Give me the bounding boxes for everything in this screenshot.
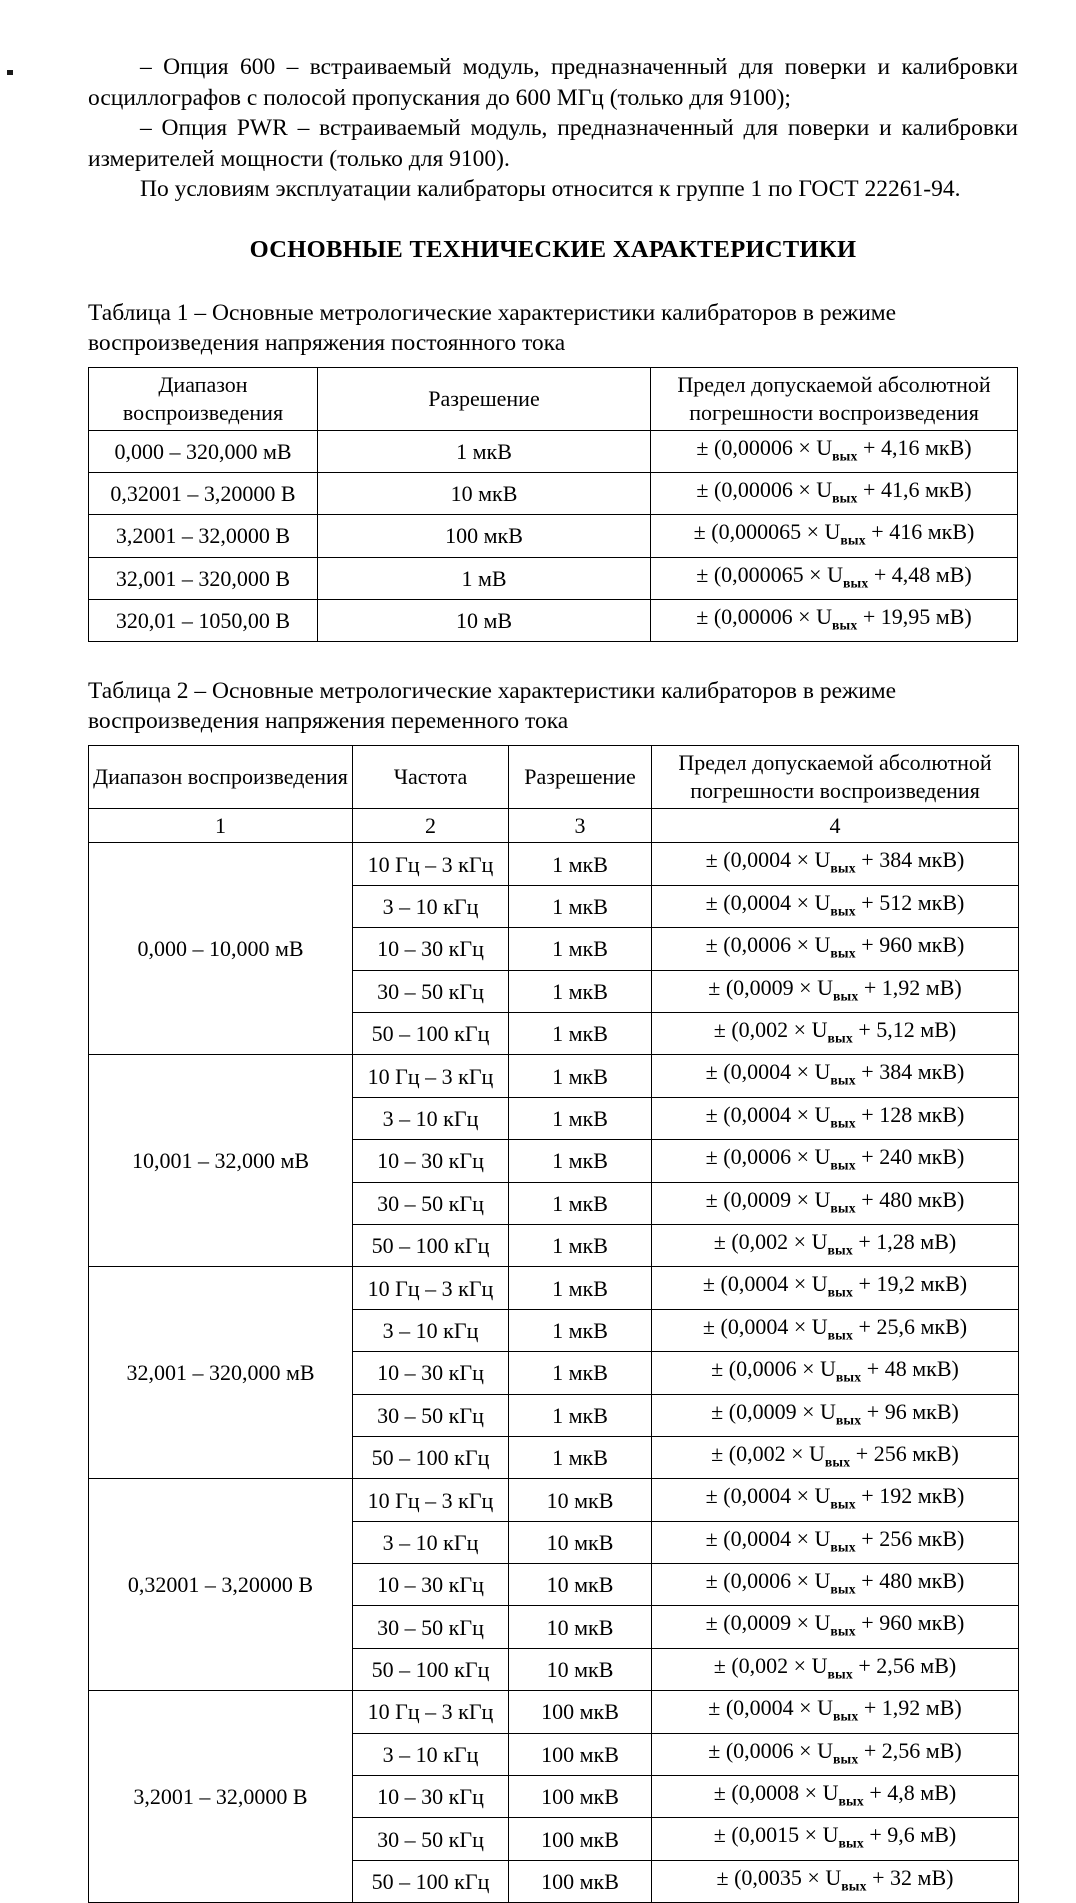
error-suffix: + 41,6 мкВ) [857, 476, 972, 502]
table-ac-voltage [88, 745, 1019, 1903]
table2-cell-error [652, 1776, 1019, 1818]
table2-cell-error [652, 1224, 1019, 1266]
table2-cell-resolution: 10 мкВ [509, 1606, 652, 1648]
table2-cell-frequency: 3 – 10 кГц [353, 1097, 509, 1139]
table2-cell-resolution: 1 мкВ [509, 1394, 652, 1436]
page-content [88, 52, 1018, 1903]
error-subscript: вых [842, 575, 869, 591]
table2-cell-resolution: 1 мкВ [509, 843, 652, 885]
table1-cell-resolution: 1 мВ [318, 557, 651, 599]
table2-cell-error [652, 1055, 1019, 1097]
error-subscript: вых [832, 1708, 859, 1724]
error-subscript: вых [832, 447, 858, 463]
table1-cell-error [651, 600, 1018, 642]
table2-cell-error [652, 1860, 1019, 1902]
table2-cell-frequency: 10 – 30 кГц [353, 1140, 509, 1182]
table2-colnum-2: 2 [353, 809, 509, 843]
table2-cell-frequency: 10 – 30 кГц [353, 928, 509, 970]
table2-cell-frequency: 10 Гц – 3 кГц [353, 1479, 509, 1521]
table1-cell-error [651, 472, 1018, 514]
table2-cell-frequency: 50 – 100 кГц [353, 1224, 509, 1266]
error-subscript: вых [830, 1072, 856, 1088]
paragraph-option-pwr: – Опция PWR – встраиваемый модуль, предназначенный для поверки и калибровки измерителей мощности (только для 9100). [88, 115, 1018, 172]
error-suffix: + 1,28 мВ) [852, 1228, 957, 1254]
error-suffix: + 5,12 мВ) [852, 1017, 957, 1043]
error-prefix: ± (0,002 × U [713, 1228, 828, 1254]
table2-cell-resolution: 1 мкВ [509, 1224, 652, 1266]
spacer-before-table2 [88, 736, 1018, 745]
error-prefix: ± (0,0004 × U [702, 1271, 828, 1297]
table2-cell-frequency: 30 – 50 кГц [353, 1394, 509, 1436]
error-suffix: + 96 мкВ) [861, 1398, 959, 1424]
table2-header-frequency: Частота [353, 746, 509, 809]
table-row [89, 1479, 1019, 1521]
table2-column-number-row [89, 809, 1019, 843]
table2-caption-line2: воспроизведения напряжения переменного тока [88, 708, 569, 735]
table2-cell-error [652, 1521, 1019, 1563]
table2-cell-error [652, 1013, 1019, 1055]
table2-colnum-4: 4 [652, 809, 1019, 843]
error-subscript: вых [827, 1030, 853, 1046]
error-subscript: вых [840, 532, 866, 548]
error-subscript: вых [827, 1242, 853, 1258]
table1-cell-resolution: 10 мВ [318, 600, 651, 642]
error-suffix: + 480 мкВ) [855, 1568, 965, 1594]
table2-cell-resolution: 1 мкВ [509, 1352, 652, 1394]
table2-cell-resolution: 10 мкВ [509, 1648, 652, 1690]
error-subscript: вых [830, 1623, 856, 1639]
table1-caption-line1: Таблица 1 – Основные метрологические характеристики калибраторов в режиме [88, 299, 897, 326]
error-subscript: вых [827, 1284, 854, 1300]
table2-cell-resolution: 1 мкВ [509, 1309, 652, 1351]
table2-cell-resolution: 100 мкВ [509, 1691, 652, 1733]
table2-cell-resolution: 10 мкВ [509, 1564, 652, 1606]
table1-cell-error [651, 430, 1018, 472]
table2-cell-frequency: 3 – 10 кГц [353, 885, 509, 927]
table2-cell-error [652, 1140, 1019, 1182]
error-subscript: вых [827, 1327, 854, 1343]
table1-cell-range: 3,2001 – 32,0000 В [89, 515, 318, 557]
table2-cell-error [652, 970, 1019, 1012]
error-suffix: + 960 мкВ) [855, 1610, 965, 1636]
table2-cell-error [652, 1352, 1019, 1394]
table2-caption-line1: Таблица 2 – Основные метрологические характеристики калибраторов в режиме [88, 678, 897, 705]
table2-cell-frequency: 50 – 100 кГц [353, 1860, 509, 1902]
spacer-between-tables [88, 642, 1018, 676]
table-row [89, 430, 1018, 472]
error-suffix: + 256 мкВ) [855, 1525, 965, 1551]
table2-cell-frequency: 50 – 100 кГц [353, 1648, 509, 1690]
table2-cell-resolution: 100 мкВ [509, 1818, 652, 1860]
error-suffix: + 19,95 мВ) [857, 604, 972, 630]
error-prefix: ± (0,002 × U [711, 1440, 825, 1466]
table2-cell-error [652, 843, 1019, 885]
error-prefix: ± (0,0009 × U [711, 1398, 836, 1424]
paragraph-gost-group: По условиям эксплуатации калибраторы относится к группе 1 по ГОСТ 22261-94. [140, 176, 961, 202]
table2-cell-frequency: 10 Гц – 3 кГц [353, 1691, 509, 1733]
table1-cell-range: 0,000 – 320,000 мВ [89, 430, 318, 472]
spacer-after-title [88, 264, 1018, 298]
table1-caption-line2: воспроизведения напряжения постоянного тока [88, 329, 566, 356]
table2-cell-resolution: 10 мкВ [509, 1479, 652, 1521]
error-suffix: + 1,92 мВ) [858, 1695, 962, 1721]
table2-cell-error [652, 1733, 1019, 1775]
table2-cell-error [652, 1606, 1019, 1648]
error-subscript: вых [832, 988, 859, 1004]
table2-header-error: Предел допускаемой абсолютной погрешности воспроизведения [652, 746, 1019, 809]
table2-cell-resolution: 1 мкВ [509, 1267, 652, 1309]
error-subscript: вых [827, 1666, 853, 1682]
table2-cell-error [652, 1309, 1019, 1351]
error-subscript: вых [838, 1835, 864, 1851]
table2-cell-resolution: 1 мкВ [509, 1013, 652, 1055]
error-prefix: ± (0,0004 × U [705, 847, 831, 873]
error-prefix: ± (0,0008 × U [713, 1780, 839, 1806]
error-prefix: ± (0,000065 × U [696, 561, 843, 587]
error-prefix: ± (0,002 × U [713, 1017, 828, 1043]
table2-cell-frequency: 30 – 50 кГц [353, 1182, 509, 1224]
table2-cell-frequency: 50 – 100 кГц [353, 1013, 509, 1055]
error-suffix: + 384 мкВ) [855, 847, 965, 873]
paragraph-option-600: – Опция 600 – встраиваемый модуль, предназначенный для поверки и калибровки осциллографов с полосой пропускания до 600 МГц (только для 9100); [88, 54, 1018, 111]
error-suffix: + 2,56 мВ) [858, 1737, 962, 1763]
table2-cell-frequency: 3 – 10 кГц [353, 1309, 509, 1351]
table1-cell-error [651, 557, 1018, 599]
error-suffix: + 256 мкВ) [850, 1440, 959, 1466]
table2-cell-frequency: 30 – 50 кГц [353, 1606, 509, 1648]
table-row [89, 515, 1018, 557]
table-row [89, 1691, 1019, 1733]
table2-group-range: 32,001 – 320,000 мВ [89, 1267, 353, 1479]
error-subscript: вых [832, 490, 858, 506]
table2-cell-resolution: 100 мкВ [509, 1860, 652, 1902]
table2-group-range: 0,000 – 10,000 мВ [89, 843, 353, 1055]
error-prefix: ± (0,0004 × U [705, 1525, 831, 1551]
table1-header-resolution: Разрешение [318, 367, 651, 430]
error-suffix: + 192 мкВ) [855, 1483, 965, 1509]
table1-cell-error [651, 515, 1018, 557]
table2-group-range: 3,2001 – 32,0000 В [89, 1691, 353, 1903]
error-suffix: + 4,16 мкВ) [857, 434, 972, 460]
error-suffix: + 512 мкВ) [855, 889, 965, 915]
table2-cell-resolution: 1 мкВ [509, 885, 652, 927]
table2-cell-error [652, 1479, 1019, 1521]
error-subscript: вых [835, 1369, 862, 1385]
table2-cell-frequency: 10 Гц – 3 кГц [353, 1055, 509, 1097]
error-prefix: ± (0,0004 × U [705, 1483, 831, 1509]
error-prefix: ± (0,0009 × U [708, 974, 833, 1000]
error-suffix: + 4,48 мВ) [868, 561, 972, 587]
error-suffix: + 480 мкВ) [855, 1186, 965, 1212]
table2-cell-frequency: 3 – 10 кГц [353, 1733, 509, 1775]
table2-cell-resolution: 1 мкВ [509, 1097, 652, 1139]
table1-cell-resolution: 1 мкВ [318, 430, 651, 472]
table2-cell-frequency: 10 – 30 кГц [353, 1564, 509, 1606]
table1-header-error: Предел допускаемой абсолютной погрешности воспроизведения [651, 367, 1018, 430]
error-subscript: вых [830, 945, 856, 961]
error-prefix: ± (0,0004 × U [705, 1101, 831, 1127]
error-prefix: ± (0,002 × U [713, 1652, 828, 1678]
error-subscript: вых [830, 1115, 856, 1131]
table2-cell-error [652, 1691, 1019, 1733]
error-suffix: + 48 мкВ) [861, 1356, 959, 1382]
error-subscript: вых [830, 1199, 856, 1215]
error-suffix: + 19,2 мкВ) [853, 1271, 968, 1297]
error-prefix: ± (0,0009 × U [705, 1186, 831, 1212]
table2-body [89, 843, 1019, 1903]
error-prefix: ± (0,0006 × U [705, 1144, 831, 1170]
error-suffix: + 32 мВ) [866, 1864, 954, 1890]
error-prefix: ± (0,0006 × U [705, 1568, 831, 1594]
error-subscript: вых [824, 1454, 851, 1470]
table2-cell-frequency: 30 – 50 кГц [353, 1818, 509, 1860]
table1-cell-resolution: 100 мкВ [318, 515, 651, 557]
error-subscript: вых [830, 1157, 856, 1173]
error-suffix: + 128 мкВ) [855, 1101, 965, 1127]
error-suffix: + 240 мкВ) [855, 1144, 965, 1170]
table2-colnum-1: 1 [89, 809, 353, 843]
table-row [89, 843, 1019, 885]
table2-cell-frequency: 10 – 30 кГц [353, 1352, 509, 1394]
error-prefix: ± (0,000065 × U [693, 519, 841, 545]
error-prefix: ± (0,00006 × U [696, 476, 833, 502]
scan-artifact-dot [7, 70, 13, 75]
table1-cell-resolution: 10 мкВ [318, 472, 651, 514]
table2-cell-resolution: 1 мкВ [509, 1182, 652, 1224]
table-dc-voltage [88, 367, 1018, 643]
error-prefix: ± (0,00006 × U [696, 434, 833, 460]
error-suffix: + 9,6 мВ) [863, 1822, 957, 1848]
table2-cell-frequency: 3 – 10 кГц [353, 1521, 509, 1563]
error-suffix: + 384 мкВ) [855, 1059, 965, 1085]
table2-cell-frequency: 10 – 30 кГц [353, 1776, 509, 1818]
error-suffix: + 25,6 мкВ) [853, 1313, 968, 1339]
error-subscript: вых [830, 1496, 856, 1512]
error-prefix: ± (0,0006 × U [705, 932, 831, 958]
error-prefix: ± (0,0015 × U [713, 1822, 839, 1848]
table2-cell-error [652, 1394, 1019, 1436]
table-row [89, 472, 1018, 514]
error-prefix: ± (0,0035 × U [716, 1864, 842, 1890]
table2-cell-resolution: 1 мкВ [509, 1140, 652, 1182]
error-suffix: + 960 мкВ) [855, 932, 965, 958]
table2-cell-resolution: 100 мкВ [509, 1733, 652, 1775]
table2-cell-resolution: 1 мкВ [509, 1055, 652, 1097]
table2-cell-resolution: 100 мкВ [509, 1776, 652, 1818]
error-subscript: вых [830, 1539, 856, 1555]
error-subscript: вых [838, 1793, 864, 1809]
error-suffix: + 416 мкВ) [865, 519, 975, 545]
error-prefix: ± (0,0006 × U [708, 1737, 833, 1763]
table2-cell-frequency: 50 – 100 кГц [353, 1436, 509, 1478]
error-prefix: ± (0,0004 × U [705, 889, 831, 915]
table2-cell-error [652, 885, 1019, 927]
table2-group-range: 0,32001 – 3,20000 В [89, 1479, 353, 1691]
error-suffix: + 1,92 мВ) [858, 974, 962, 1000]
table2-header-resolution: Разрешение [509, 746, 652, 809]
error-subscript: вых [830, 903, 856, 919]
table2-cell-frequency: 10 Гц – 3 кГц [353, 843, 509, 885]
table2-cell-error [652, 928, 1019, 970]
error-subscript: вых [831, 617, 858, 633]
table2-cell-error [652, 1436, 1019, 1478]
error-prefix: ± (0,0009 × U [705, 1610, 831, 1636]
table2-cell-error [652, 1648, 1019, 1690]
spacer-before-table1 [88, 358, 1018, 367]
error-subscript: вых [832, 1751, 859, 1767]
error-prefix: ± (0,0004 × U [702, 1313, 828, 1339]
table-row [89, 600, 1018, 642]
table2-cell-resolution: 10 мкВ [509, 1521, 652, 1563]
table1-header-range: Диапазон воспроизведения [89, 367, 318, 430]
table-row [89, 1267, 1019, 1309]
error-subscript: вых [841, 1878, 867, 1894]
table1-cell-range: 32,001 – 320,000 В [89, 557, 318, 599]
table2-cell-error [652, 1818, 1019, 1860]
error-prefix: ± (0,0004 × U [708, 1695, 833, 1721]
table2-cell-resolution: 1 мкВ [509, 970, 652, 1012]
table-row [89, 1055, 1019, 1097]
table1-header-row [89, 367, 1018, 430]
table-row [89, 557, 1018, 599]
error-prefix: ± (0,00006 × U [696, 604, 832, 630]
table2-cell-resolution: 1 мкВ [509, 1436, 652, 1478]
error-prefix: ± (0,0004 × U [705, 1059, 831, 1085]
table2-cell-error [652, 1564, 1019, 1606]
table2-cell-error [652, 1267, 1019, 1309]
table2-header-row [89, 746, 1019, 809]
table2-header-range: Диапазон воспроизведения [89, 746, 353, 809]
error-suffix: + 4,8 мВ) [863, 1780, 957, 1806]
page-title: ОСНОВНЫЕ ТЕХНИЧЕСКИЕ ХАРАКТЕРИСТИКИ [249, 235, 857, 263]
table2-cell-resolution: 1 мкВ [509, 928, 652, 970]
table2-group-range: 10,001 – 32,000 мВ [89, 1055, 353, 1267]
table2-cell-frequency: 30 – 50 кГц [353, 970, 509, 1012]
error-subscript: вых [835, 1411, 862, 1427]
table1-cell-range: 0,32001 – 3,20000 В [89, 472, 318, 514]
error-prefix: ± (0,0006 × U [711, 1356, 836, 1382]
table1-cell-range: 320,01 – 1050,00 В [89, 600, 318, 642]
error-subscript: вых [830, 860, 856, 876]
table2-cell-frequency: 10 Гц – 3 кГц [353, 1267, 509, 1309]
error-suffix: + 2,56 мВ) [852, 1652, 957, 1678]
table2-colnum-3: 3 [509, 809, 652, 843]
table2-cell-error [652, 1182, 1019, 1224]
table2-cell-error [652, 1097, 1019, 1139]
error-subscript: вых [830, 1581, 856, 1597]
